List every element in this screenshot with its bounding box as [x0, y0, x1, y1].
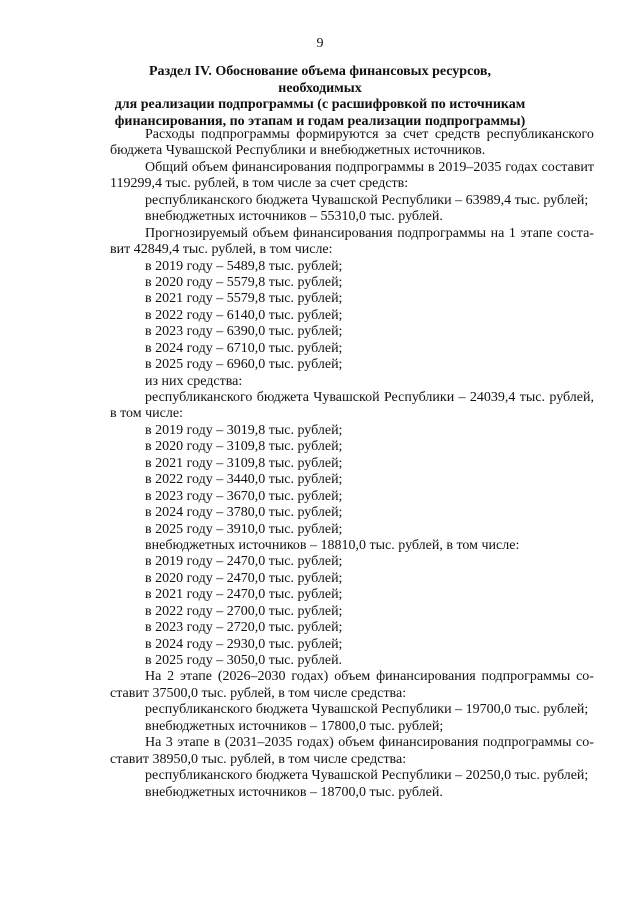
stage1-extrabudgetary-year-item: в 2023 году – 2720,0 тыс. рублей;	[145, 620, 343, 636]
stage2-extrabudgetary: внебюджетных источников – 17800,0 тыс. рублей;	[145, 718, 444, 734]
total-paragraph-line	[110, 160, 594, 176]
stage1-extrabudgetary-year-item: в 2020 году – 2470,0 тыс. рублей;	[145, 570, 343, 586]
section-title-line: для реализации подпрограммы (с расшифровкой по источникам	[114, 97, 526, 112]
word: формируются	[296, 127, 379, 142]
word: подпрограммы	[482, 735, 572, 751]
stage1-republic-year-list	[110, 423, 594, 538]
stage1-extrabudgetary-year-item: в 2022 году – 2700,0 тыс. рублей;	[145, 603, 343, 619]
word: На	[145, 735, 162, 751]
stage1-extrabudgetary-year-item: в 2019 году – 2470,0 тыс. рублей;	[145, 554, 343, 570]
word: 2	[167, 669, 175, 685]
stage3-extrabudgetary: внебюджетных источников – 18700,0 тыс. рублей.	[145, 784, 443, 800]
word: финансирования	[231, 159, 332, 175]
word: счет	[403, 127, 429, 142]
word: соста-	[557, 225, 594, 241]
stage3-paragraph-line: ставит 38950,0 тыс. рублей, в том числе средства:	[110, 751, 407, 767]
stage1-year-list	[110, 259, 594, 374]
word: этапе	[520, 225, 553, 241]
word: республиканского	[145, 390, 253, 405]
word: объем	[338, 735, 375, 751]
word: Общий	[145, 159, 188, 175]
word: 1	[508, 225, 516, 241]
of-them-label: из них средства:	[145, 373, 243, 389]
stage1-year-item: в 2021 году – 5579,8 тыс. рублей;	[145, 291, 343, 307]
word: республиканского	[486, 127, 594, 142]
word: 2019–2035	[438, 159, 502, 175]
word: составит	[541, 159, 594, 175]
stage1-year-item: в 2022 году – 6140,0 тыс. рублей;	[145, 307, 343, 323]
word: –	[458, 390, 466, 405]
word: этапе	[179, 669, 213, 685]
stage1-extrabudgetary-year-item: в 2024 году – 2930,0 тыс. рублей;	[145, 636, 343, 652]
word: подпрограммы	[335, 159, 425, 175]
word: (2026–2030	[217, 669, 286, 685]
stage2-republic-budget: республиканского бюджета Чувашской Республики – 19700,0 тыс. рублей;	[145, 702, 589, 718]
section-title	[110, 64, 530, 130]
stage1-year-item: в 2024 году – 6710,0 тыс. рублей;	[145, 340, 343, 356]
stage2-paragraph-line	[110, 669, 594, 685]
word: за	[384, 127, 397, 142]
stage1-extrabudgetary-year-item: в 2021 году – 2470,0 тыс. рублей;	[145, 587, 343, 603]
stage1-year-item: в 2019 году – 5489,8 тыс. рублей;	[145, 258, 343, 274]
word: финансирования	[376, 669, 476, 685]
word: в	[213, 735, 221, 751]
total-paragraph-line: 119299,4 тыс. рублей, в том числе за счет средств:	[110, 176, 409, 192]
word: объем	[252, 225, 289, 241]
intro-paragraph-line	[110, 127, 594, 143]
word: объем	[191, 159, 228, 175]
stage1-year-item: в 2023 году – 6390,0 тыс. рублей;	[145, 324, 343, 340]
word: объем	[334, 669, 371, 685]
word: (2031–2035	[224, 735, 293, 751]
stage1-republic-year-item: в 2022 году – 3440,0 тыс. рублей;	[145, 472, 343, 488]
word: На	[145, 669, 162, 685]
word: бюджета	[256, 390, 309, 405]
stage1-extrabudgetary-line: внебюджетных источников – 18810,0 тыс. рублей, в том числе:	[145, 537, 520, 553]
word: этапе	[177, 735, 210, 751]
stage1-year-item: в 2020 году – 5579,8 тыс. рублей;	[145, 274, 343, 290]
word: Чувашской	[313, 390, 380, 405]
page-number: 9	[316, 36, 324, 51]
stage1-extrabudgetary-year-list	[110, 554, 594, 669]
stage1-paragraph-line: вит 42849,4 тыс. рублей, в том числе:	[110, 242, 333, 258]
word: со-	[576, 735, 594, 751]
stage1-republic-year-item: в 2024 году – 3780,0 тыс. рублей;	[145, 505, 343, 521]
stage1-republic-year-item: в 2020 году – 3109,8 тыс. рублей;	[145, 439, 343, 455]
stage3-republic-budget: республиканского бюджета Чувашской Республики – 20250,0 тыс. рублей;	[145, 768, 589, 784]
word: подпрограммы	[481, 669, 571, 685]
word: 3	[165, 735, 173, 751]
intro-paragraph-line: бюджета Чувашской Республики и внебюджетных источников.	[110, 143, 486, 159]
section-body	[110, 127, 594, 801]
word: Расходы	[145, 127, 195, 142]
stage1-year-item: в 2025 году – 6960,0 тыс. рублей;	[145, 357, 343, 373]
word: средств	[434, 127, 481, 142]
stage1-extrabudgetary-year-item: в 2025 году – 3050,0 тыс. рублей.	[145, 653, 343, 668]
word: в	[427, 159, 435, 175]
stage1-paragraph-line	[110, 226, 594, 242]
section-title-line: финансирования, по этапам и годам реализации подпрограммы)	[114, 113, 526, 129]
word: подпрограммы	[397, 225, 487, 241]
word: годах)	[296, 735, 334, 751]
stage1-republic-line	[110, 390, 594, 406]
word: рублей,	[549, 390, 594, 405]
word: финансирования	[378, 735, 479, 751]
total-republic-budget: республиканского бюджета Чувашской Республики – 63989,4 тыс. рублей;	[145, 192, 589, 208]
stage1-republic-year-item: в 2023 году – 3670,0 тыс. рублей;	[145, 488, 343, 504]
word: 24039,4	[469, 390, 516, 405]
stage2-paragraph-line: ставит 37500,0 тыс. рублей, в том числе средства:	[110, 685, 407, 701]
stage1-republic-year-item: в 2019 году – 3019,8 тыс. рублей;	[145, 422, 343, 438]
stage3-paragraph-line	[110, 735, 594, 751]
word: тыс.	[519, 390, 546, 405]
stage1-republic-line: в том числе:	[110, 406, 183, 422]
word: Республики	[383, 390, 455, 405]
word: со-	[576, 669, 594, 685]
stage1-republic-year-item: в 2025 году – 3910,0 тыс. рублей;	[145, 521, 343, 537]
total-extrabudgetary: внебюджетных источников – 55310,0 тыс. рублей.	[145, 209, 443, 225]
word: годах	[505, 159, 538, 175]
word: финансирования	[293, 225, 393, 241]
word: годах)	[291, 669, 329, 685]
section-title-line: Раздел IV. Обоснование объема финансовых ресурсов, необходимых	[149, 64, 491, 96]
stage1-republic-year-item: в 2021 году – 3109,8 тыс. рублей;	[145, 455, 343, 471]
word: подпрограммы	[201, 127, 290, 142]
word: Прогнозируемый	[145, 225, 248, 241]
word: на	[490, 225, 505, 241]
